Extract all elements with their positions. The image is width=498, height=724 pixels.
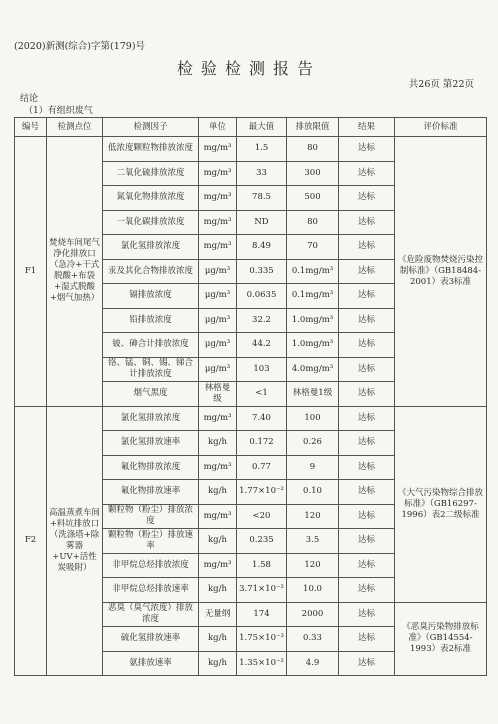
result-cell: 达标 [339, 578, 395, 603]
limit-cell: 9 [287, 455, 339, 480]
limit-cell: 4.9 [287, 651, 339, 676]
limit-cell: 1.0mg/m³ [287, 333, 339, 358]
result-cell: 达标 [339, 137, 395, 162]
factor-cell: 氯化氢排放速率 [103, 431, 199, 456]
factor-cell: 氟化物排放速率 [103, 480, 199, 505]
factor-cell: 氯化氢排放浓度 [103, 235, 199, 260]
unit-cell: mg/m³ [199, 406, 237, 431]
header-cell: 检测因子 [103, 118, 199, 137]
max-value-cell: 7.40 [237, 406, 287, 431]
standard-cell: 《恶臭污染物排放标准》（GB14554-1993）表2标准 [395, 602, 487, 676]
result-cell: 达标 [339, 480, 395, 505]
result-cell: 达标 [339, 431, 395, 456]
unit-cell: μg/m³ [199, 284, 237, 309]
max-value-cell: 44.2 [237, 333, 287, 358]
result-cell: 达标 [339, 553, 395, 578]
factor-cell: 恶臭（臭气浓度）排放浓度 [103, 602, 199, 627]
result-cell: 达标 [339, 357, 395, 382]
unit-cell: mg/m³ [199, 137, 237, 162]
result-cell: 达标 [339, 308, 395, 333]
unit-cell: kg/h [199, 627, 237, 652]
max-value-cell: 0.0635 [237, 284, 287, 309]
unit-cell: mg/m³ [199, 235, 237, 260]
header-cell: 最大值 [237, 118, 287, 137]
limit-cell: 500 [287, 186, 339, 211]
group-id-cell: F1 [15, 137, 47, 407]
limit-cell: 80 [287, 210, 339, 235]
result-cell: 达标 [339, 602, 395, 627]
unit-cell: kg/h [199, 529, 237, 554]
table-row [15, 406, 487, 431]
factor-cell: 氯化氢排放浓度 [103, 406, 199, 431]
limit-cell: 0.10 [287, 480, 339, 505]
factor-cell: 颗粒物（粉尘）排放浓度 [103, 504, 199, 529]
unit-cell: mg/m³ [199, 186, 237, 211]
limit-cell: 80 [287, 137, 339, 162]
max-value-cell: 174 [237, 602, 287, 627]
page-title: 检验检测报告 [176, 59, 321, 78]
limit-cell: 1.0mg/m³ [287, 308, 339, 333]
limit-cell: 120 [287, 504, 339, 529]
factor-cell: 氮氧化物排放浓度 [103, 186, 199, 211]
standard-cell: 《大气污染物综合排放标准》（GB16297-1996）表2二级标准 [395, 406, 487, 602]
max-value-cell: 0.235 [237, 529, 287, 554]
result-cell: 达标 [339, 627, 395, 652]
max-value-cell: ND [237, 210, 287, 235]
max-value-cell: <20 [237, 504, 287, 529]
factor-cell: 氟化物排放浓度 [103, 455, 199, 480]
factor-cell: 铬、锰、铜、锡、锑合计排放浓度 [103, 357, 199, 382]
limit-cell: 300 [287, 161, 339, 186]
factor-cell: 镉排放浓度 [103, 284, 199, 309]
group-id-cell: F2 [15, 406, 47, 676]
factor-cell: 非甲烷总烃排放浓度 [103, 553, 199, 578]
header-cell: 结果 [339, 118, 395, 137]
results-table [14, 117, 487, 676]
unit-cell: 无量纲 [199, 602, 237, 627]
max-value-cell: 0.335 [237, 259, 287, 284]
result-cell: 达标 [339, 406, 395, 431]
max-value-cell: 1.77×10⁻² [237, 480, 287, 505]
unit-cell: μg/m³ [199, 308, 237, 333]
limit-cell: 林格曼1级 [287, 382, 339, 407]
result-cell: 达标 [339, 210, 395, 235]
header-cell: 编号 [15, 118, 47, 137]
page-info: 共26页 第22页 [408, 79, 474, 90]
result-cell: 达标 [339, 529, 395, 554]
unit-cell: kg/h [199, 431, 237, 456]
conclusion-label: 结论 [20, 94, 39, 104]
factor-cell: 汞及其化合物排放浓度 [103, 259, 199, 284]
factor-cell: 二氧化硫排放浓度 [103, 161, 199, 186]
factor-cell: 烟气黑度 [103, 382, 199, 407]
max-value-cell: 1.58 [237, 553, 287, 578]
max-value-cell: 0.172 [237, 431, 287, 456]
max-value-cell: 78.5 [237, 186, 287, 211]
factor-cell: 铅排放浓度 [103, 308, 199, 333]
max-value-cell: 1.5 [237, 137, 287, 162]
max-value-cell: 8.49 [237, 235, 287, 260]
limit-cell: 0.1mg/m³ [287, 259, 339, 284]
report-number: (2020)新测(综合)字第(179)号 [14, 41, 146, 52]
result-cell: 达标 [339, 259, 395, 284]
max-value-cell: 32.2 [237, 308, 287, 333]
unit-cell: mg/m³ [199, 504, 237, 529]
factor-cell: 低浓度颗粒物排放浓度 [103, 137, 199, 162]
limit-cell: 10.0 [287, 578, 339, 603]
factor-cell: 非甲烷总烃排放速率 [103, 578, 199, 603]
max-value-cell: 3.71×10⁻² [237, 578, 287, 603]
section-label: （1）有组织废气 [24, 106, 93, 116]
result-cell: 达标 [339, 235, 395, 260]
max-value-cell: 1.35×10⁻² [237, 651, 287, 676]
max-value-cell: 0.77 [237, 455, 287, 480]
unit-cell: mg/m³ [199, 210, 237, 235]
factor-cell: 硫化氢排放速率 [103, 627, 199, 652]
unit-cell: mg/m³ [199, 161, 237, 186]
header-cell: 评价标准 [395, 118, 487, 137]
standard-cell: 《危险废物焚烧污染控制标准》（GB18484-2001）表3标准 [395, 137, 487, 407]
result-cell: 达标 [339, 455, 395, 480]
result-cell: 达标 [339, 504, 395, 529]
result-cell: 达标 [339, 284, 395, 309]
limit-cell: 4.0mg/m³ [287, 357, 339, 382]
limit-cell: 0.26 [287, 431, 339, 456]
limit-cell: 0.33 [287, 627, 339, 652]
location-cell: 高温蒸煮车间+料坑排放口（洗涤塔+除雾器+UV+活性炭吸附） [47, 406, 103, 676]
unit-cell: 林格曼级 [199, 382, 237, 407]
result-cell: 达标 [339, 186, 395, 211]
unit-cell: μg/m³ [199, 259, 237, 284]
unit-cell: kg/h [199, 651, 237, 676]
table-header-row [15, 118, 487, 137]
result-cell: 达标 [339, 651, 395, 676]
header-cell: 排放限值 [287, 118, 339, 137]
unit-cell: kg/h [199, 578, 237, 603]
limit-cell: 3.5 [287, 529, 339, 554]
unit-cell: mg/m³ [199, 553, 237, 578]
result-cell: 达标 [339, 161, 395, 186]
header-cell: 检测点位 [47, 118, 103, 137]
table-row [15, 137, 487, 162]
limit-cell: 0.1mg/m³ [287, 284, 339, 309]
max-value-cell: <1 [237, 382, 287, 407]
factor-cell: 铍、砷合计排放浓度 [103, 333, 199, 358]
location-cell: 焚烧车间尾气净化排放口（急冷+干式脱酸+布袋+湿式脱酸+烟气加热） [47, 137, 103, 407]
unit-cell: μg/m³ [199, 333, 237, 358]
limit-cell: 70 [287, 235, 339, 260]
limit-cell: 100 [287, 406, 339, 431]
unit-cell: kg/h [199, 480, 237, 505]
unit-cell: μg/m³ [199, 357, 237, 382]
result-cell: 达标 [339, 333, 395, 358]
max-value-cell: 103 [237, 357, 287, 382]
factor-cell: 氨排放速率 [103, 651, 199, 676]
max-value-cell: 1.75×10⁻³ [237, 627, 287, 652]
unit-cell: mg/m³ [199, 455, 237, 480]
limit-cell: 2000 [287, 602, 339, 627]
factor-cell: 颗粒物（粉尘）排放速率 [103, 529, 199, 554]
limit-cell: 120 [287, 553, 339, 578]
header-cell: 单位 [199, 118, 237, 137]
result-cell: 达标 [339, 382, 395, 407]
max-value-cell: 33 [237, 161, 287, 186]
factor-cell: 一氧化碳排放浓度 [103, 210, 199, 235]
